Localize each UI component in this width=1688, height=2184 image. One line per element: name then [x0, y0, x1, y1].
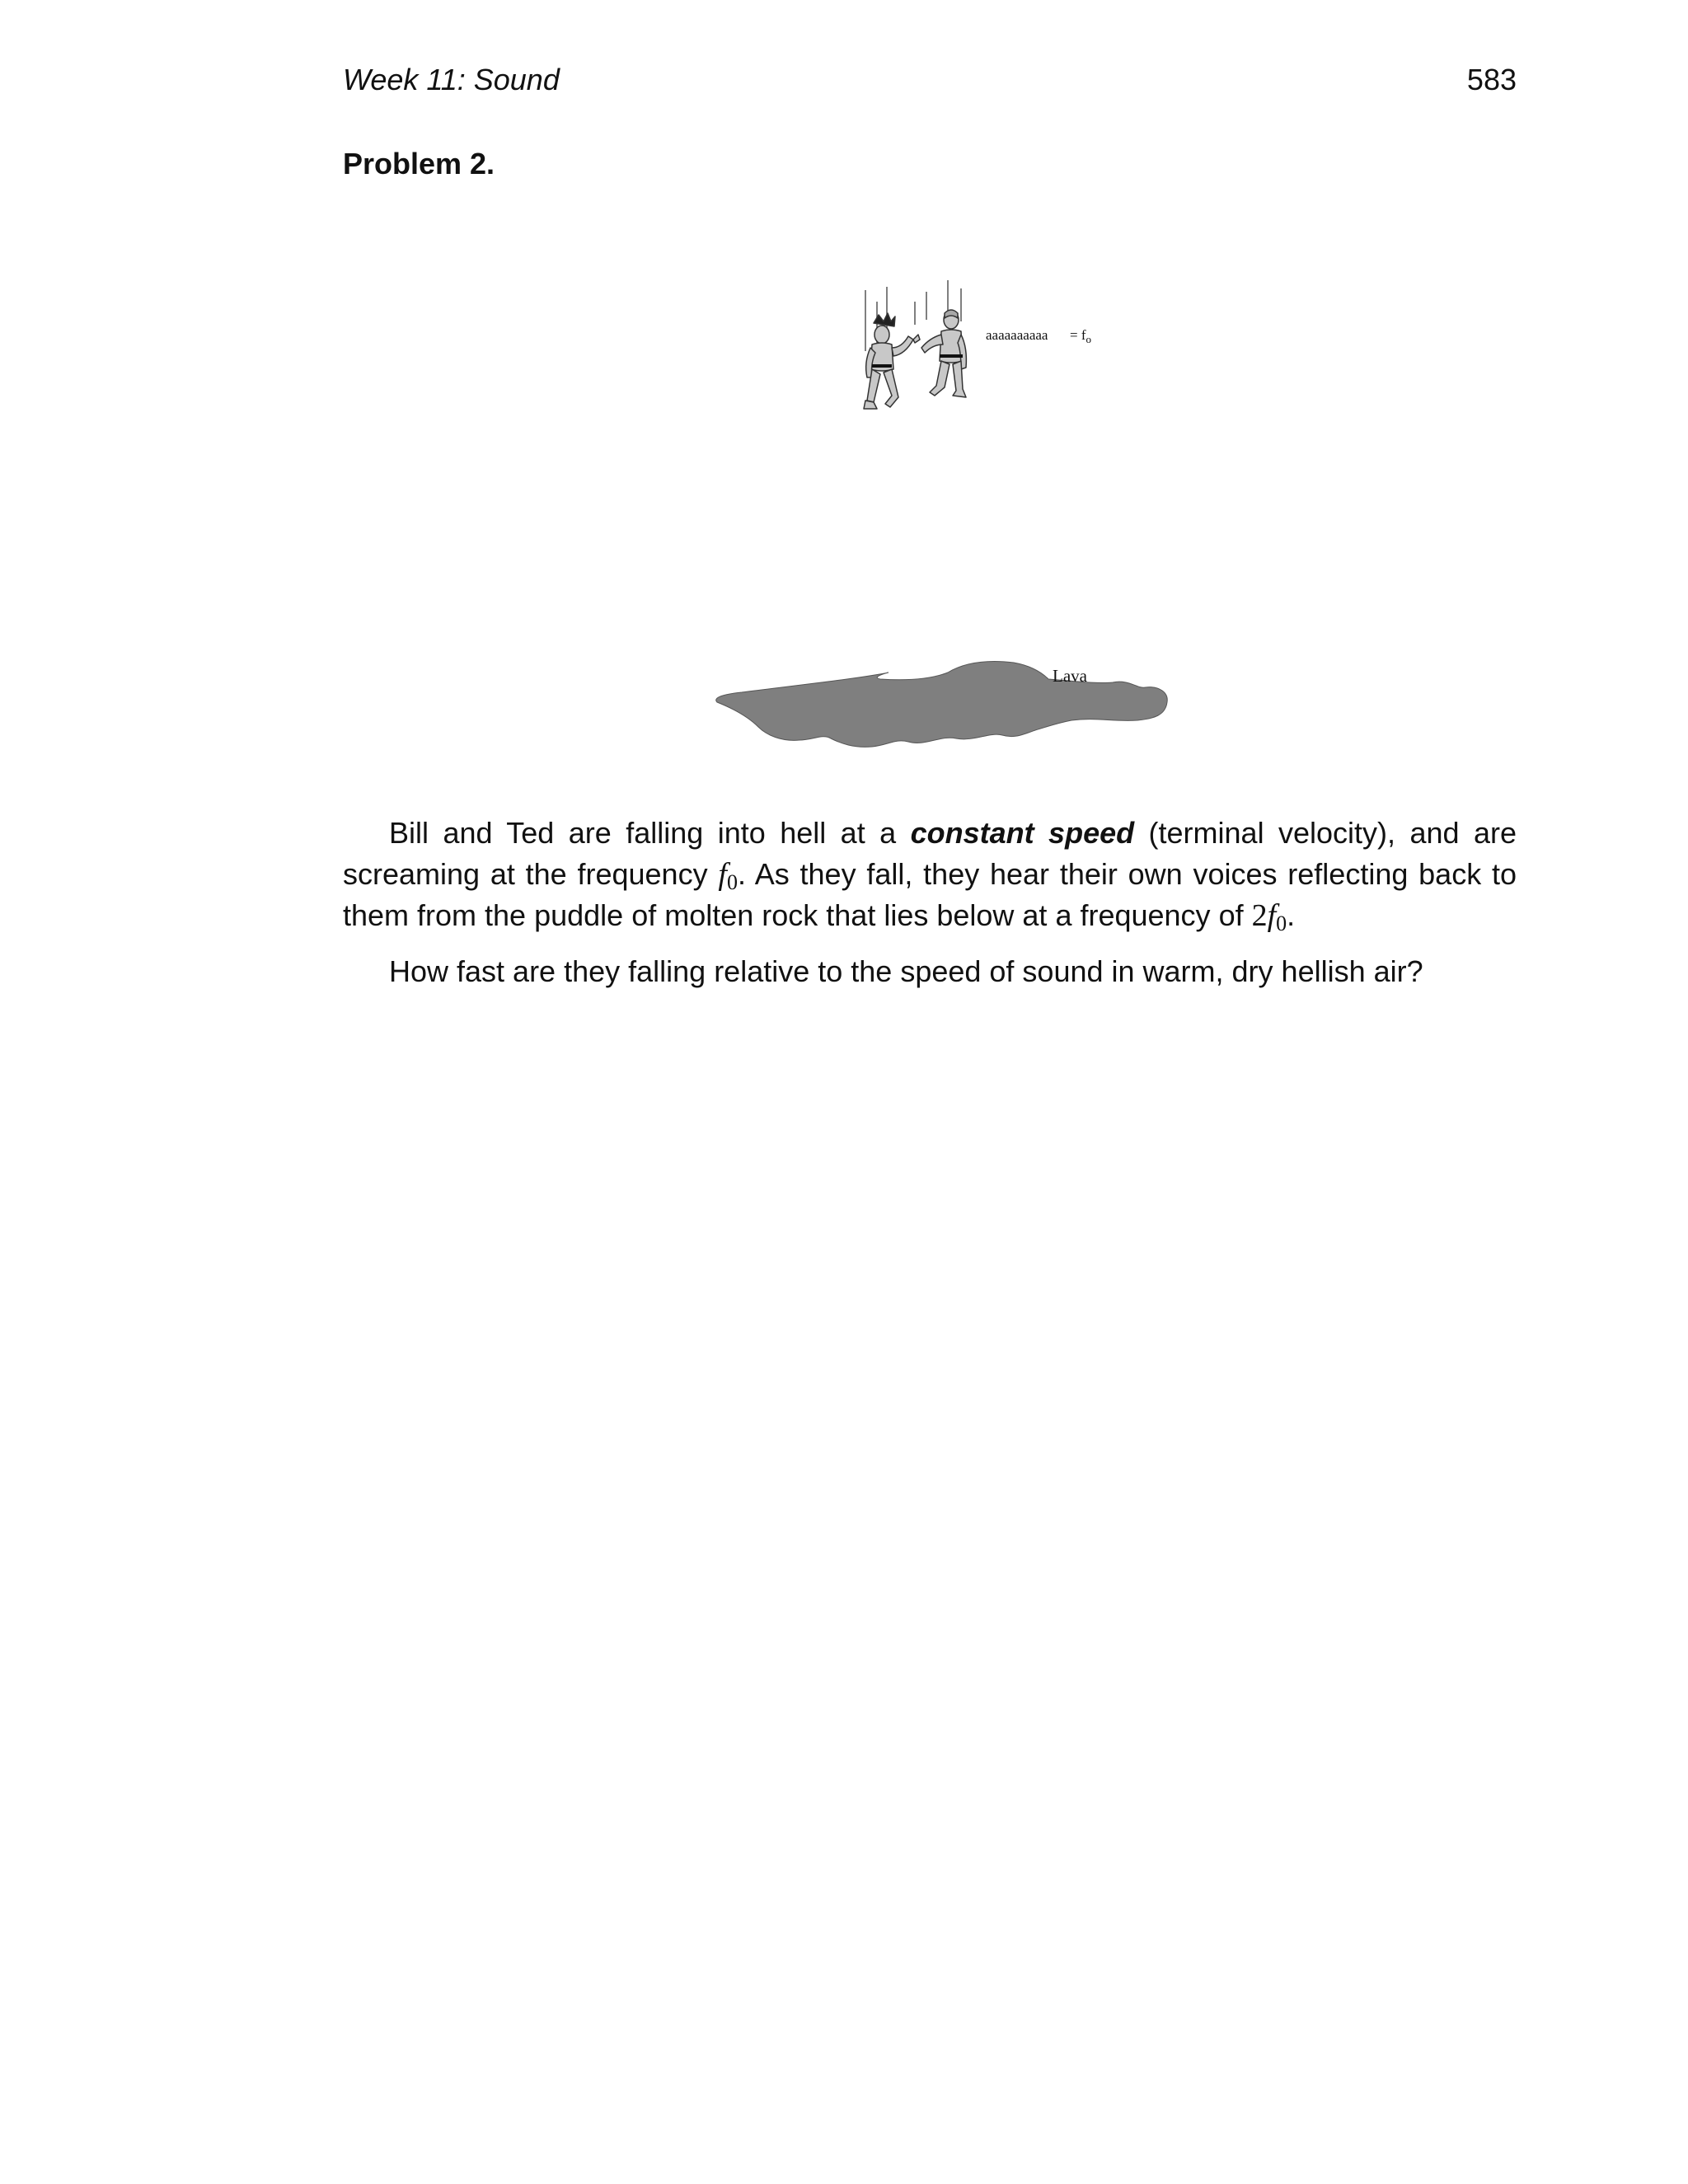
emphasis-constant-speed: constant speed [910, 816, 1135, 850]
math-f0: $f_0$ [718, 857, 738, 894]
scream-label: aaaaaaaaaa [986, 327, 1048, 343]
lava-label: Lava [1053, 666, 1087, 686]
figure-svg [709, 272, 1170, 775]
problem-heading: Problem 2. [343, 147, 495, 180]
problem-paragraph-1: Bill and Ted are falling into hell at a constant speed (terminal velocity), and are screaming at the frequency $f_0$. As they fall, they hear their own voices reflecting back to them from the puddle of molten rock that lies below at a frequency of $2f_0$. [343, 816, 1517, 935]
falling-person-ted-icon [921, 310, 966, 397]
problem-text [343, 813, 1517, 1007]
page-number: 583 [1466, 63, 1517, 96]
lava-puddle-icon [716, 662, 1167, 748]
problem-paragraph-2: How fast are they falling relative to the speed of sound in warm, dry hellish air? [389, 954, 1423, 988]
math-2f0: $2f_0$ [1251, 898, 1287, 935]
problem-figure [709, 272, 1170, 775]
frequency-label: = $f_o$ [1070, 327, 1091, 345]
page-header [343, 63, 1517, 104]
chapter-title: Week 11: Sound [343, 63, 560, 96]
falling-person-bill-icon [864, 313, 920, 409]
